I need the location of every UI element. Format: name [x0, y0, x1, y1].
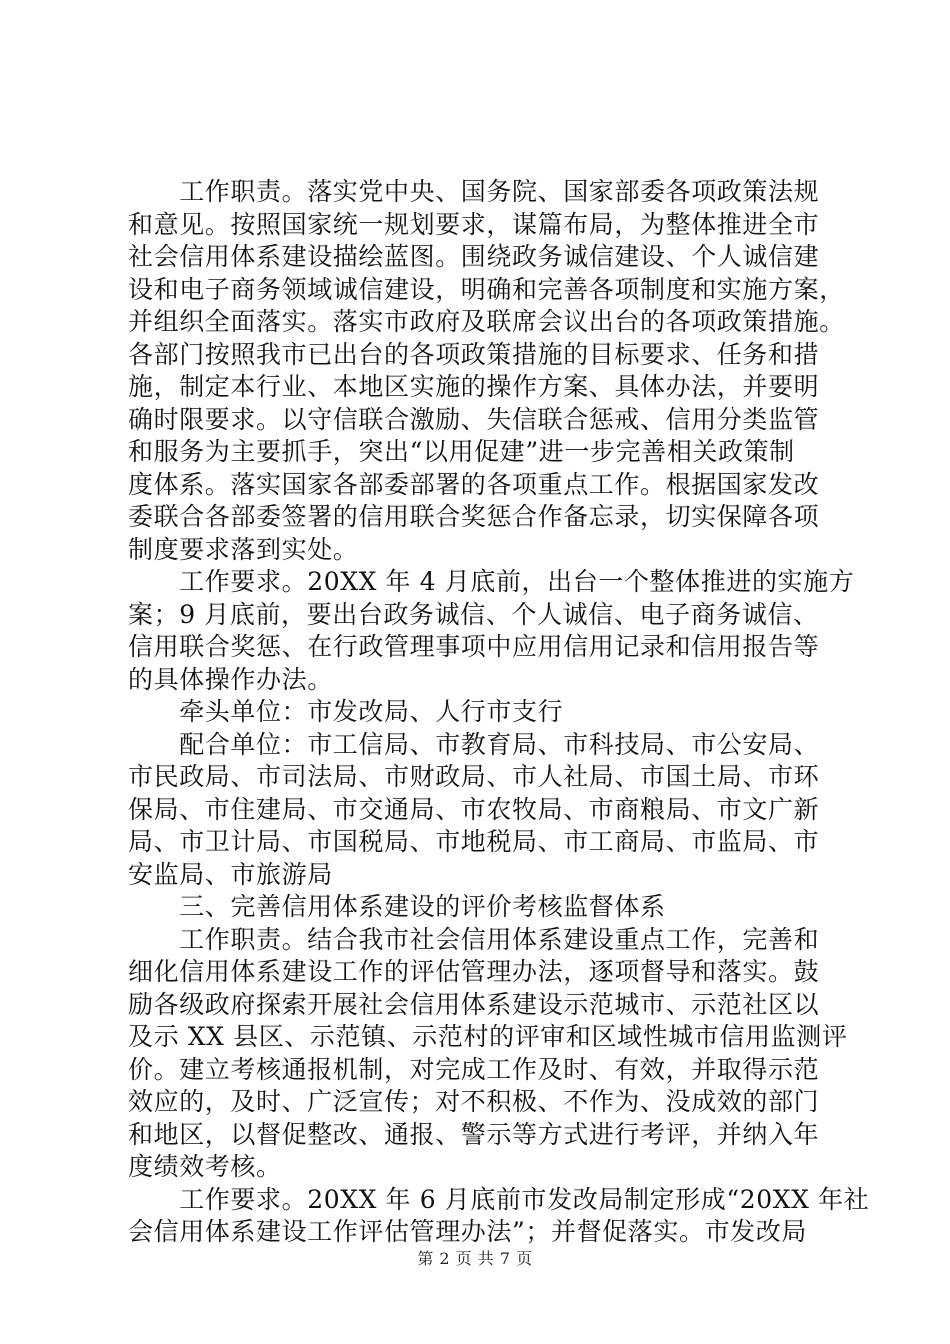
text-line: 设和电子商务领域诚信建设，明确和完善各项制度和实施方案，: [128, 274, 845, 304]
text-line: 社会信用体系建设描绘蓝图。围绕政务诚信建设、个人诚信建: [128, 242, 820, 271]
text-line: 并组织全面落实。落实市政府及联席会议出台的各项政策措施。: [128, 307, 845, 336]
text-line: 案；9 月底前，要出台政务诚信、个人诚信、电子商务诚信、: [128, 599, 819, 629]
text-line: 工作要求。20XX 年 6 月底前市发改局制定形成“20XX 年社: [128, 1184, 870, 1214]
text-line: 价。建立考核通报机制，对完成工作及时、有效，并取得示范: [128, 1054, 820, 1084]
text-line: 励各级政府探索开展社会信用体系建设示范城市、示范社区以: [128, 989, 820, 1019]
text-line: 市民政局、市司法局、市财政局、市人社局、市国土局、市环: [128, 762, 820, 791]
text-line: 度绩效考核。: [128, 1152, 282, 1181]
text-line: 和服务为主要抓手，突出“以用促建”进一步完善相关政策制: [128, 437, 795, 466]
text-line: 保局、市住建局、市交通局、市农牧局、市商粮局、市文广新: [128, 794, 820, 824]
text-line: 工作要求。20XX 年 4 月底前，出台一个整体推进的实施方: [128, 567, 855, 596]
text-line: 和意见。按照国家统一规划要求，谋篇布局，为整体推进全市: [128, 209, 820, 239]
text-line: 施，制定本行业、本地区实施的操作方案、具体办法，并要明: [128, 372, 820, 401]
text-line: 工作职责。结合我市社会信用体系建设重点工作，完善和: [128, 924, 820, 954]
cooperating-units-line: 配合单位：市工信局、市教育局、市科技局、市公安局、: [128, 729, 820, 759]
text-line: 细化信用体系建设工作的评估管理办法，逐项督导和落实。鼓: [128, 957, 820, 986]
text-line: 度体系。落实国家各部委部署的各项重点工作。根据国家发改: [128, 469, 820, 499]
text-line: 效应的，及时、广泛宣传；对不积极、不作为、没成效的部门: [128, 1087, 820, 1116]
text-line: 的具体操作办法。: [128, 664, 333, 694]
text-line: 会信用体系建设工作评估管理办法”；并督促落实。市发改局: [128, 1217, 807, 1246]
text-line: 各部门按照我市已出台的各项政策措施的目标要求、任务和措: [128, 339, 820, 369]
body-text: [128, 176, 870, 1249]
text-line: 信用联合奖惩、在行政管理事项中应用信用记录和信用报告等: [128, 632, 820, 661]
text-line: 及示 XX 县区、示范镇、示范村的评审和区域性城市信用监测评: [128, 1022, 848, 1051]
section-heading: 三、完善信用体系建设的评价考核监督体系: [128, 892, 666, 921]
text-line: 工作职责。落实党中央、国务院、国家部委各项政策法规: [128, 177, 820, 206]
lead-unit-line: 牵头单位：市发改局、人行市支行: [128, 697, 564, 726]
text-line: 制度要求落到实处。: [128, 534, 359, 564]
text-line: 确时限要求。以守信联合激励、失信联合惩戒、信用分类监管: [128, 404, 820, 434]
text-line: 局、市卫计局、市国税局、市地税局、市工商局、市监局、市: [128, 827, 820, 856]
text-line: 和地区，以督促整改、通报、警示等方式进行考评，并纳入年: [128, 1119, 820, 1149]
text-line: 安监局、市旅游局: [128, 859, 333, 889]
page-number-footer: 第 2 页 共 7 页: [417, 1249, 533, 1268]
text-line: 委联合各部委签署的信用联合奖惩合作备忘录，切实保障各项: [128, 502, 820, 531]
